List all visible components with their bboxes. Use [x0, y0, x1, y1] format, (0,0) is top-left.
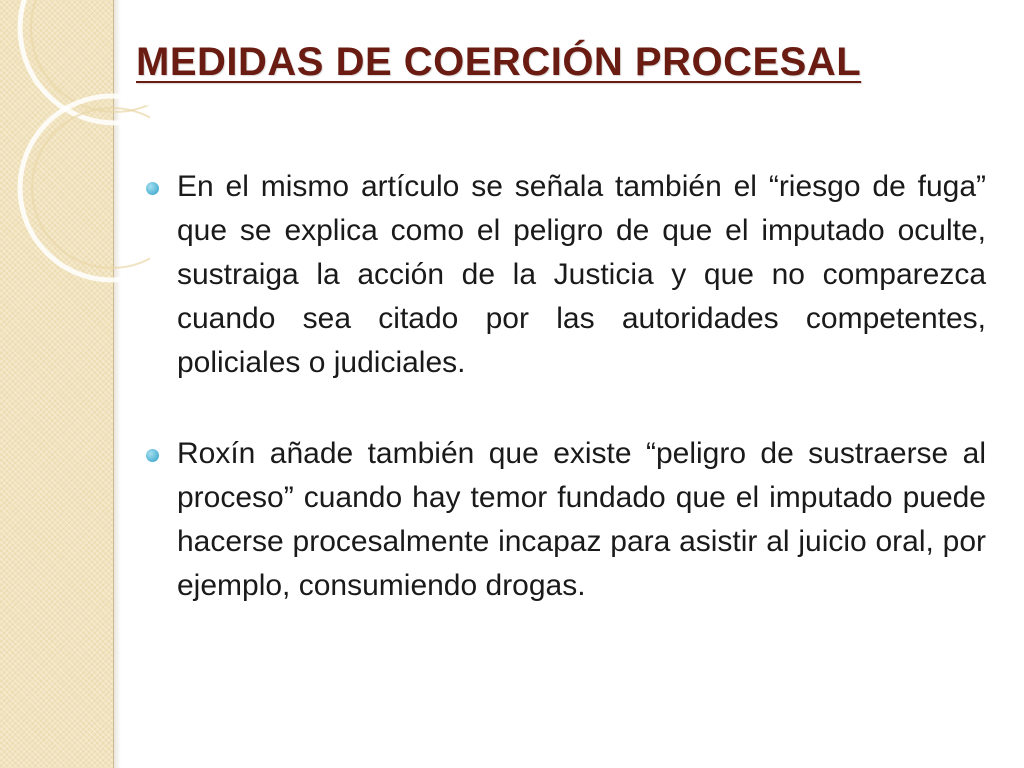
circle-bullet-icon	[146, 449, 159, 462]
ring-decoration-icon	[0, 0, 150, 290]
slide-title: MEDIDAS DE COERCIÓN PROCESAL	[136, 40, 862, 84]
bullet-text: Roxín añade también que existe “peligro de sustraerse al proceso” cuando hay temor fundado que el imputado puede hacerse procesalmente incapaz para asistir al juicio oral, por ejemplo, consumiendo drogas.	[177, 437, 986, 602]
bullet-item	[146, 165, 986, 385]
bullet-item	[146, 432, 986, 608]
bullet-list	[146, 165, 986, 655]
bullet-text: En el mismo artículo se señala también el “riesgo de fuga” que se explica como el peligro de que el imputado oculte, sustraiga la acción de la Justicia y que no comparezca cuando sea citado por las autoridades competentes, policiales o judiciales.	[177, 170, 986, 379]
circle-bullet-icon	[146, 182, 159, 195]
